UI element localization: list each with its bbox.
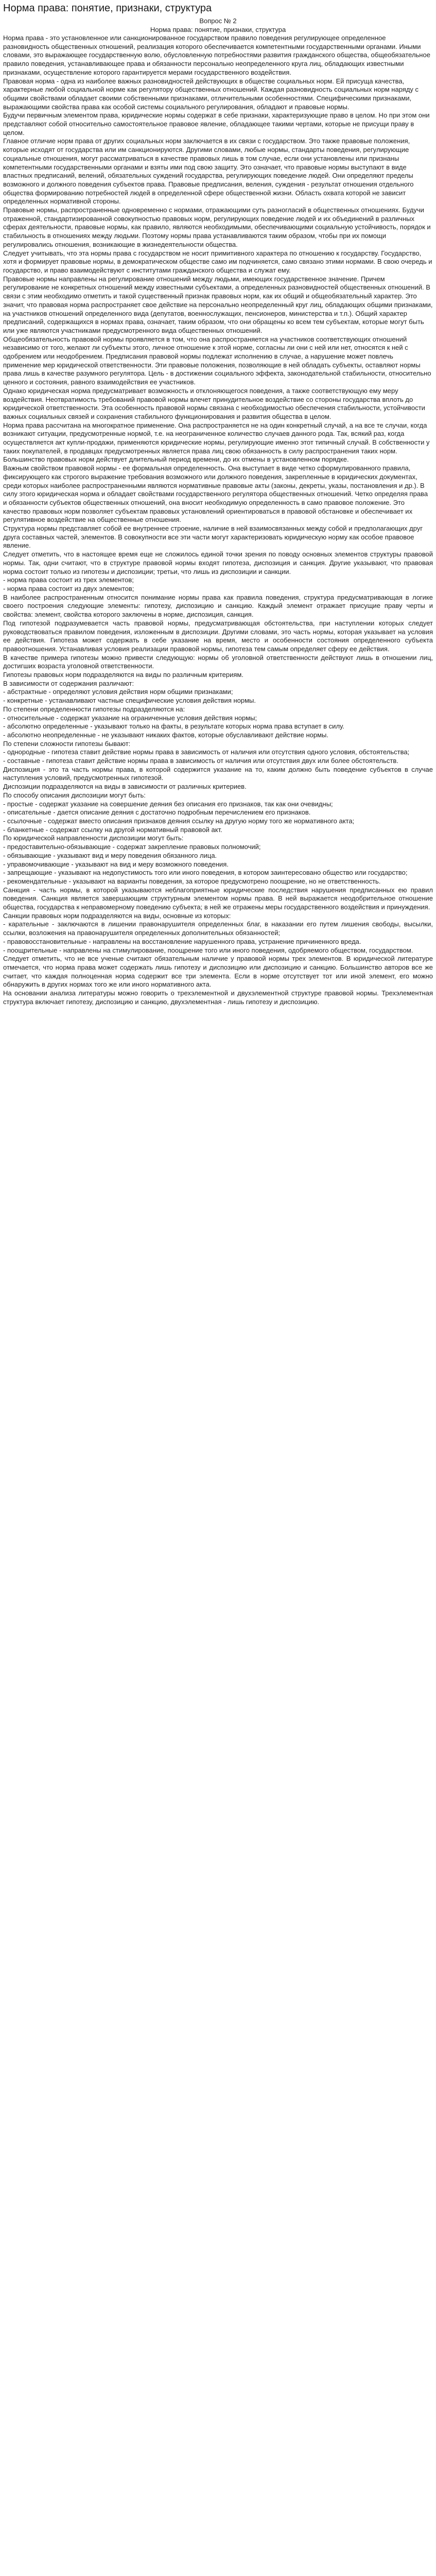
paragraph: Следует отметить, что не все ученые считают обязательным наличие у правовой нормы трех элементов. В юридической литературе отмечается, что норма права может содержать лишь гипотезу и диспозицию или диспозицию и санкцию. Большинство авторов все же считает, что каждая полноценная норма содержит все три элемента. Если в норме отсутствует тот или иной элемент, его можно обнаружить в других нормах того же или иного нормативного акта.: [3, 955, 433, 989]
document-page: [0, 0, 436, 1006]
section-subtitle: Норма права: понятие, признаки, структура: [150, 26, 286, 33]
paragraph: - ссылочные - содержат вместо описания признаков деяния ссылку на другую норму того же нормативного акта;: [3, 817, 355, 825]
paragraph: - простые - содержат указание на совершение деяния без описания его признаков, так как они очевидны;: [3, 800, 333, 808]
paragraph: На основании анализа литературы можно говорить о трехэлементной и двухэлементной структуре правовой нормы. Трехэлементная структура включает гипотезу, диспозицию и санкцию, двухэлементная - лишь гипотезу и диспозицию.: [3, 989, 433, 1006]
paragraph: Санкция - часть нормы, в которой указываются неблагоприятные юридические последствия нарушения предписанных ею правил поведения. Санкция является завершающим структурным элементом нормы права. В ней выражается неодобрительное отношение общества, государства к неправомерному поведению субъекта; в ней же отражены меры государственного воздействия и принуждения.: [3, 886, 433, 911]
paragraph: - описательные - дается описание деяния с достаточно подробным перечислением его признаков.: [3, 808, 311, 817]
paragraph: По степени определенности гипотезы подразделяются на:: [3, 705, 185, 713]
document-body: [3, 34, 433, 1006]
paragraph: - правовосстановительные - направлены на восстановление нарушенного права, устранение причиненного вреда.: [3, 937, 361, 945]
paragraph: Правовые нормы направлены на регулирование отношений между людьми, имеющих государственное значение. Причем регулирование не конкретных отношений между известными субъектами, а определенных разновидностей общественных отношений. В связи с этим необходимо отметить и такой существенный признак правовых норм, как их общий и общеобязательный характер. Это значит, что правовая норма распространяет свое действие на персонально неопределенный круг лиц, обладающих общими признаками, на участников отношений определенного вида (депутатов, военнослужащих, пенсионеров, министерства и т.п.). Общий характер предписаний, содержащихся в нормах права, означает, таким образом, что они обращены ко всем тем субъектам, которые могут быть или уже являются участниками предусмотренного вида общественных отношений.: [3, 275, 433, 334]
paragraph: По юридической направленности диспозиции могут быть:: [3, 834, 184, 842]
document-title: Норма права: понятие, признаки, структура: [3, 3, 212, 14]
paragraph: Под гипотезой подразумевается часть правовой нормы, предусматривающая обстоятельства, при наступлении которых следует руководствоваться правилом поведения, изложенным в диспозиции. Другими словами, это часть нормы, которая указывает на условия ее действия. Гипотеза может содержать в себе указание на время, место и особенности состояния определенного субъекта правоотношения. Устанавливая условия реализации правовой нормы, гипотеза тем самым определяет сферу ее действия.: [3, 619, 433, 653]
paragraph: Будучи первичным элементом права, юридические нормы содержат в себе признаки, характеризующие право в целом. Но при этом они представляют собой относительно самостоятельное правовое явление, обладающее такими чертами, которые не присущи праву в целом.: [3, 111, 430, 137]
paragraph: - запрещающие - указывают на недопустимость того или иного поведения, в котором заинтересовано общество или государство;: [3, 869, 408, 877]
paragraph: Правовые нормы, распространенные одновременно с нормами, отражающими суть разногласий в общественных отношениях. Будучи отраженной, стандартизированной совокупностью правовых норм, регулирующих поведение людей и их объединений в различных сферах деятельности, правовые нормы, как правило, являются необходимыми, обеспечивающими социальную устойчивость, порядок и стабильность в отношениях между людьми. Поэтому нормы права устанавливаются таким образом, чтобы при их помощи регулировались отношения, возникающие в жизнедеятельности общества.: [3, 206, 431, 248]
paragraph: Общеобязательность правовой нормы проявляется в том, что она распространяется на участников соответствующих отношений независимо от того, желают ли субъекты этого, личное отношение к этой норме, согласны ли они с ней или нет, относятся к ней с одобрением или неодобрением. Предписания правовой нормы подлежат исполнению в случае, а нарушение может повлечь применение мер юридической ответственности. Эти правовые положения, позволяющие в ней обладать субъекты, оставляют нормы права лишь в качестве разумного регулятора. Цель - в достижении социального эффекта, законодательной стабильности, относительно ценного и состояния, равного взаимодействия ее участников.: [3, 335, 431, 386]
paragraph: - бланкетные - содержат ссылку на другой нормативный правовой акт.: [3, 825, 222, 834]
paragraph: Главное отличие норм права от других социальных норм заключается в их связи с государством. Это также правовые положения, которые исходят от государства или им санкционируются. Другими словами, любые нормы, стандарты поведения, регулирующие социальные отношения, могут рассматриваться в качестве правовых лишь в том случае, если они установлены или признаны компетентными государственными органами и взяты ими под свою защиту. Это означает, что правовые нормы выступают в виде властных предписаний, велений, обязательных суждений государства, регулирующих поведение людей. Они определяют пределы возможного и должного поведения субъектов права. Правовые предписания, веления, суждения - результат отношения отдельного общества формированию потребностей людей в определенной сфере общественной жизни. Область охвата которой не зависит определенных нормативной стороны.: [3, 137, 414, 206]
paragraph: - предоставительно-обязывающие - содержат закрепление правовых полномочий;: [3, 843, 261, 851]
paragraph: - управомочивающие - указывают на вид и меру возможного поведения.: [3, 860, 229, 868]
paragraph: В зависимости от содержания различают:: [3, 679, 134, 687]
paragraph: - норма права состоит из двух элементов;: [3, 585, 134, 592]
paragraph: Диспозиция - это та часть нормы права, в которой содержится указание на то, каким должно быть поведение субъектов в случае наступления условий, предусмотренных гипотезой.: [3, 765, 433, 782]
paragraph: Правовая норма - одна из наиболее важных разновидностей действующих в обществе социальных норм. Ей присуща качества, характерные любой социальной норме как регулятору общественных отношений. Каждая разновидность социальных норм наряду с общими свойствами обладает своими собственными признаками, отличительными особенностями. Специфическими признаками, выражающими свойства права как особой системы социального регулирования, обладают и правовые нормы.: [3, 77, 419, 111]
paragraph: - относительные - содержат указание на ограниченные условия действия нормы;: [3, 714, 257, 722]
paragraph: - абсолютно неопределенные - не указывают никаких фактов, которые обуславливают действие нормы.: [3, 731, 328, 739]
paragraph: Однако юридическая норма предусматривает возможность и отклоняющегося поведения, а также соответствующую ему меру воздействия. Неотвратимость требований правовой нормы влечет принудительное воздействие со стороны государства вплоть до юридической ответственности. Эта особенность правовой нормы связана с необходимостью обеспечения стабильности, устойчивости важных социальных связей и сохранения стабильного функционирования и развития общества в целом.: [3, 386, 425, 420]
paragraph: - норма права состоит из трех элементов;: [3, 576, 134, 584]
paragraph: - составные - гипотеза ставит действие нормы права в зависимость от наличия или отсутствия двух или более обстоятельств.: [3, 757, 398, 765]
paragraph: Норма права рассчитана на многократное применение. Она распространяется не на один конкретный случай, а на все те случаи, когда возникают ситуации, предусмотренные нормой, т.е. на неограниченное количество случаев данного рода. Так, всякий раз, когда осуществляется акт купли-продажи, применяются юридические нормы, регулирующие именно этот типичный случай. В собственности у таких покупателей, в продавцах предусмотренных является права лиц свою обязанность в силу распространения таких норм.: [3, 421, 430, 455]
paragraph: По степени сложности гипотезы бывают:: [3, 739, 131, 748]
paragraph: Большинство правовых норм действует длительный период времени, до их отмены в установленном порядке.: [3, 455, 349, 464]
paragraph: - поощрительные - направлены на стимулирование, поощрение того или иного поведения, одобряемого обществом, государством.: [3, 946, 413, 954]
question-number: Вопрос № 2: [199, 17, 237, 25]
paragraph: - рекомендательные - указывают на варианты поведения, за которое предусмотрено поощрение, но не ответственность.: [3, 877, 381, 885]
paragraph: В качестве примера гипотезы можно привести следующую: нормы об уголовной ответственности действуют лишь в отношении лиц, достигших возраста уголовной ответственности.: [3, 653, 433, 670]
paragraph: В наиболее распространенным относится понимание нормы права как правила поведения, структура предусматривающая в логике своего построения следующие элементы: гипотезу, диспозицию и санкцию. Каждый элемент отражает присущие праву черты и свойства: элемент, свойства которого заключены в норме, диспозиция, санкция.: [3, 593, 433, 619]
paragraph: - однородные - гипотеза ставит действие нормы права в зависимость от наличия или отсутствия одного условия, обстоятельства;: [3, 748, 410, 756]
paragraph: - карательные - заключаются в лишении правонарушителя определенных благ, в наказании его путем лишения свободы, высылки, ссылки, возложения на правонарушителя определенных дополнительных обязанностей;: [3, 920, 433, 937]
paragraph: - абстрактные - определяют условия действия норм общими признаками;: [3, 688, 233, 696]
paragraph: Гипотезы правовых норм подразделяются на виды по различным критериям.: [3, 671, 243, 679]
paragraph: По способу описания диспозиции могут быть:: [3, 791, 146, 799]
paragraph: Следует отметить, что в настоящее время еще не сложилось единой точки зрения по поводу основных элементов структуры правовой нормы. Так, одни считают, что в структуре правовой нормы входят гипотеза, диспозиция и санкция. Другие указывают, что правовая норма состоит только из гипотезы и диспозиции; третьи, что лишь из диспозиции и санкции.: [3, 550, 433, 575]
paragraph: Структура нормы представляет собой ее внутреннее строение, наличие в ней взаимосвязанных между собой и предполагающих друг друга составных частей, элементов. В совокупности все эти части могут характеризовать юридическую норму как особое правовое явление.: [3, 524, 423, 550]
paragraph: Следует учитывать, что эта нормы права с государством не носит примитивного характера по отношению к государству. Государство, хотя и формирует правовые нормы, в демократическом обществе само им подчиняется, само связано этими нормами. В свою очередь и государство, и право взаимодействуют с институтами гражданского общества и служат ему.: [3, 249, 432, 274]
paragraph: Норма права - это установленное или санкционированное государством правило поведения регулирующее определенное разновидность общественных отношений, реализация которого обеспечивается компетентными государственными органами. Иными словами, это выражающее государственную волю, обусловленную потребностями развития гражданского общества, общеобязательное правило поведения, устанавливающее права и обязанности персонально неопределенного круга лиц, обладающих известными признаками, осуществление которого гарантируется мерами государственного воздействия.: [3, 34, 430, 76]
paragraph: Санкции правовых норм подразделяются на виды, основные из которых:: [3, 911, 231, 920]
paragraph: Диспозиции подразделяются на виды в зависимости от различных критериев.: [3, 783, 247, 791]
paragraph: Важным свойством правовой нормы - ее формальная определенность. Она выступает в виде четко сформулированного правила, фиксирующего как строгого выражение требования возможного или должного поведения, закрепленные в юридических документах, среди которых наиболее распространенными являются нормативные правовые акты (законы, декреты, указы, постановления и др.). В силу этого юридическая норма и обладает свойствами государственного регулятора общественных отношений. Четко определяя права и обязанности субъектов общественных отношений, она вносит необходимую определенность в само правовое положение. Это качество правовых норм позволяет субъектам правовых установлений ориентироваться в правовой обстановке и обеспечивает их регулятивное воздействие на общественные отношения.: [3, 464, 428, 524]
paragraph: - абсолютно определенные - указывают только на факты, в результате которых норма права вступает в силу.: [3, 722, 344, 731]
paragraph: - обязывающие - указывают вид и меру поведения обязанного лица.: [3, 851, 217, 859]
paragraph: - конкретные - устанавливают частные специфические условия действия нормы.: [3, 697, 256, 705]
